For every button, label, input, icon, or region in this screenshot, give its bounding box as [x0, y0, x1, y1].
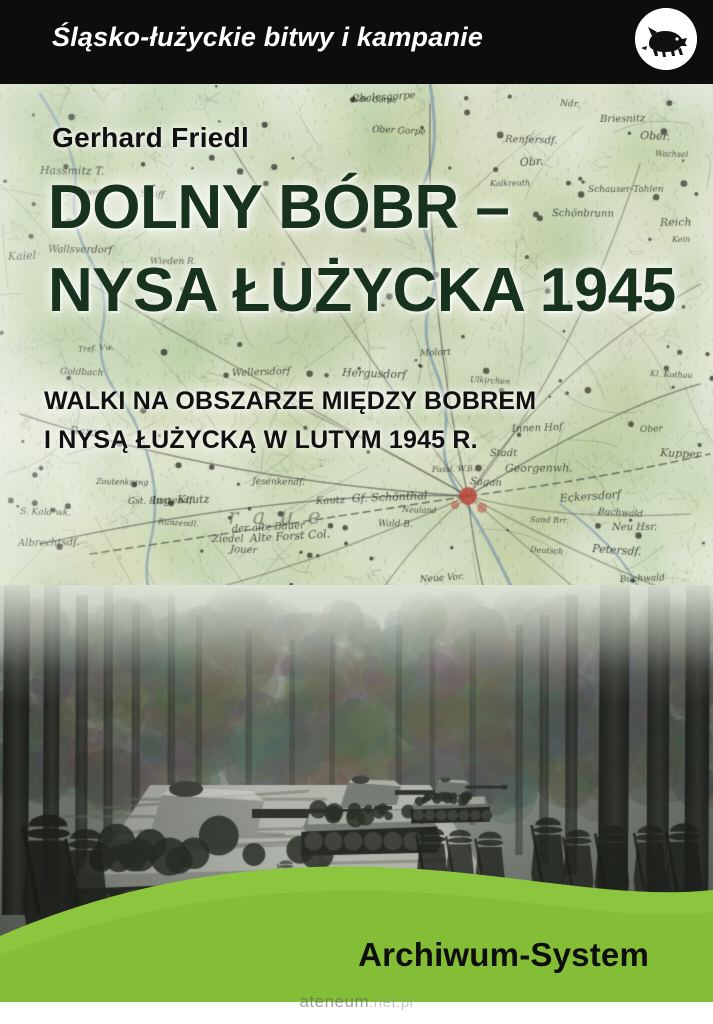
series-banner	[0, 0, 713, 84]
publisher-name: Archiwum-System	[358, 936, 649, 973]
subtitle-line-1: WALKI NA OBSZARZE MIĘDZY BOBREM	[44, 387, 537, 415]
author-name: Gerhard Friedl	[52, 122, 250, 153]
watermark-main: ateneum	[299, 992, 370, 1011]
series-title: Śląsko-łużyckie bitwy i kampanie	[52, 22, 484, 52]
book-subtitle	[44, 382, 704, 460]
boar-emblem-icon	[635, 8, 697, 70]
site-watermark	[0, 992, 713, 1012]
watermark-suffix: .net.pl	[369, 994, 414, 1011]
title-line-1: DOLNY BÓBR –	[48, 173, 510, 242]
book-title	[48, 173, 688, 326]
subtitle-line-2: I NYSĄ ŁUŻYCKĄ W LUTYM 1945 R.	[44, 425, 478, 454]
title-line-2: NYSA ŁUŻYCKA 1945	[48, 256, 676, 326]
